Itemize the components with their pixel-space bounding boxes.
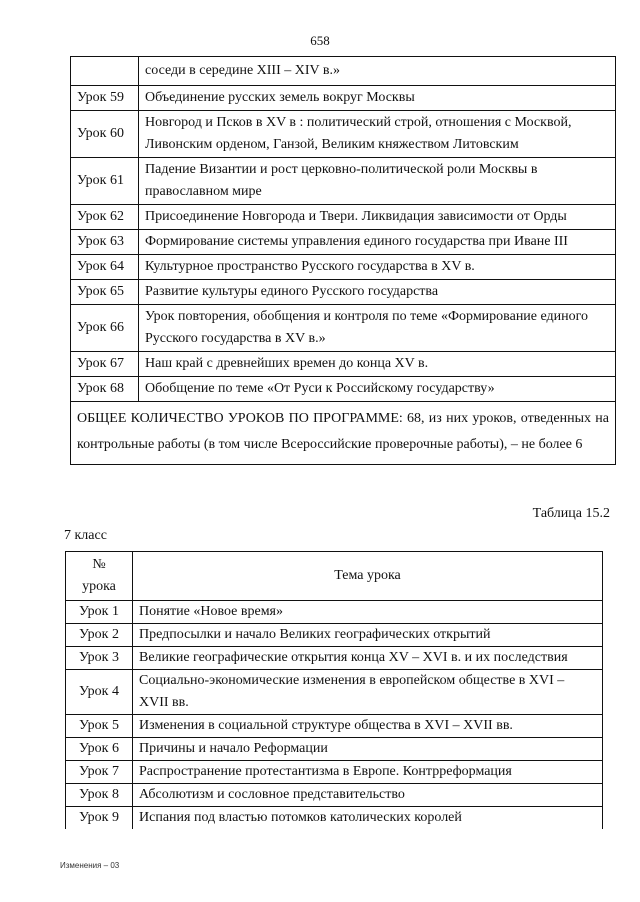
table-row — [66, 784, 603, 807]
topic-cell: Изменения в социальной структуре общества в XVI – XVII вв. — [133, 715, 603, 738]
lesson-cell: Урок 64 — [71, 255, 139, 280]
topic-cell: Развитие культуры единого Русского государства — [139, 280, 616, 305]
table-row — [66, 715, 603, 738]
table-caption: Таблица 15.2 — [532, 506, 610, 521]
table-row — [71, 305, 616, 352]
lesson-cell: Урок 4 — [66, 670, 133, 715]
table-row — [66, 670, 603, 715]
lesson-cell: Урок 9 — [66, 807, 133, 830]
lesson-cell: Урок 67 — [71, 352, 139, 377]
total-lessons-note — [71, 402, 616, 465]
header-lesson-number — [66, 552, 133, 601]
topic-cell: Абсолютизм и сословное представительство — [133, 784, 603, 807]
topic-cell: Новгород и Псков в XV в : политический строй, отношения с Москвой, Ливонским орденом, Ганзой, Великим княжеством Литовским — [139, 111, 616, 158]
topic-cell: Обобщение по теме «От Руси к Российскому государству» — [139, 377, 616, 402]
table-row — [71, 377, 616, 402]
table-row — [66, 624, 603, 647]
table-row — [71, 230, 616, 255]
topic-cell: Причины и начало Реформации — [133, 738, 603, 761]
header-topic: Тема урока — [133, 552, 603, 601]
lesson-cell: Урок 63 — [71, 230, 139, 255]
lesson-cell: Урок 60 — [71, 111, 139, 158]
topic-cell: Объединение русских земель вокруг Москвы — [139, 86, 616, 111]
topic-cell: Падение Византии и рост церковно-политической роли Москвы в православном мире — [139, 158, 616, 205]
lesson-cell: Урок 7 — [66, 761, 133, 784]
topic-cell: Испания под властью потомков католических королей — [133, 807, 603, 830]
lesson-cell: Урок 62 — [71, 205, 139, 230]
table-row — [71, 111, 616, 158]
table-row — [66, 738, 603, 761]
topic-cell: Урок повторения, обобщения и контроля по теме «Формирование единого Русского государства в XV в.» — [139, 305, 616, 352]
total-lessons-text: ОБЩЕЕ КОЛИЧЕСТВО УРОКОВ ПО ПРОГРАММЕ: 68, из них уроков, отведенных на контрольные работы (в том числе Всероссийские проверочные работы), – не более 6 — [77, 411, 609, 452]
lesson-cell: Урок 68 — [71, 377, 139, 402]
topic-cell: Понятие «Новое время» — [133, 601, 603, 624]
topic-cell: соседи в середине XIII – XIV в.» — [139, 57, 616, 86]
lesson-cell: Урок 1 — [66, 601, 133, 624]
lesson-cell: Урок 65 — [71, 280, 139, 305]
lesson-cell: Урок 8 — [66, 784, 133, 807]
lesson-cell: Урок 3 — [66, 647, 133, 670]
lesson-cell — [71, 57, 139, 86]
total-row — [71, 402, 616, 465]
table-row — [66, 761, 603, 784]
topic-cell: Социально-экономические изменения в европейском обществе в XVI – XVII вв. — [133, 670, 603, 715]
topic-cell: Присоединение Новгорода и Твери. Ликвидация зависимости от Орды — [139, 205, 616, 230]
topic-cell: Великие географические открытия конца XV – XVI в. и их последствия — [133, 647, 603, 670]
lesson-cell: Урок 59 — [71, 86, 139, 111]
lesson-cell: Урок 61 — [71, 158, 139, 205]
lesson-cell: Урок 6 — [66, 738, 133, 761]
topic-cell: Формирование системы управления единого государства при Иване III — [139, 230, 616, 255]
table-row — [66, 647, 603, 670]
lesson-cell: Урок 2 — [66, 624, 133, 647]
header-num-word: урока — [82, 579, 116, 594]
table-row — [71, 280, 616, 305]
table-row — [66, 601, 603, 624]
lessons-table-grade6 — [70, 56, 616, 465]
footer-revision-note: Изменения – 03 — [60, 861, 120, 870]
grade-label: 7 класс — [64, 528, 107, 543]
table-row — [71, 255, 616, 280]
topic-cell: Наш край с древнейших времен до конца XV в. — [139, 352, 616, 377]
topic-cell: Культурное пространство Русского государства в XV в. — [139, 255, 616, 280]
table-row — [71, 352, 616, 377]
header-num-symbol: № — [92, 557, 106, 572]
topic-cell: Предпосылки и начало Великих географических открытий — [133, 624, 603, 647]
page-number: 658 — [310, 33, 330, 48]
table-row — [71, 205, 616, 230]
lesson-cell: Урок 5 — [66, 715, 133, 738]
table-row — [66, 807, 603, 830]
lesson-cell: Урок 66 — [71, 305, 139, 352]
table-row — [71, 158, 616, 205]
lessons-table-grade7 — [65, 551, 603, 829]
topic-cell: Распространение протестантизма в Европе. Контрреформация — [133, 761, 603, 784]
table-row-continued — [71, 57, 616, 86]
table-row — [71, 86, 616, 111]
table-header-row — [66, 552, 603, 601]
